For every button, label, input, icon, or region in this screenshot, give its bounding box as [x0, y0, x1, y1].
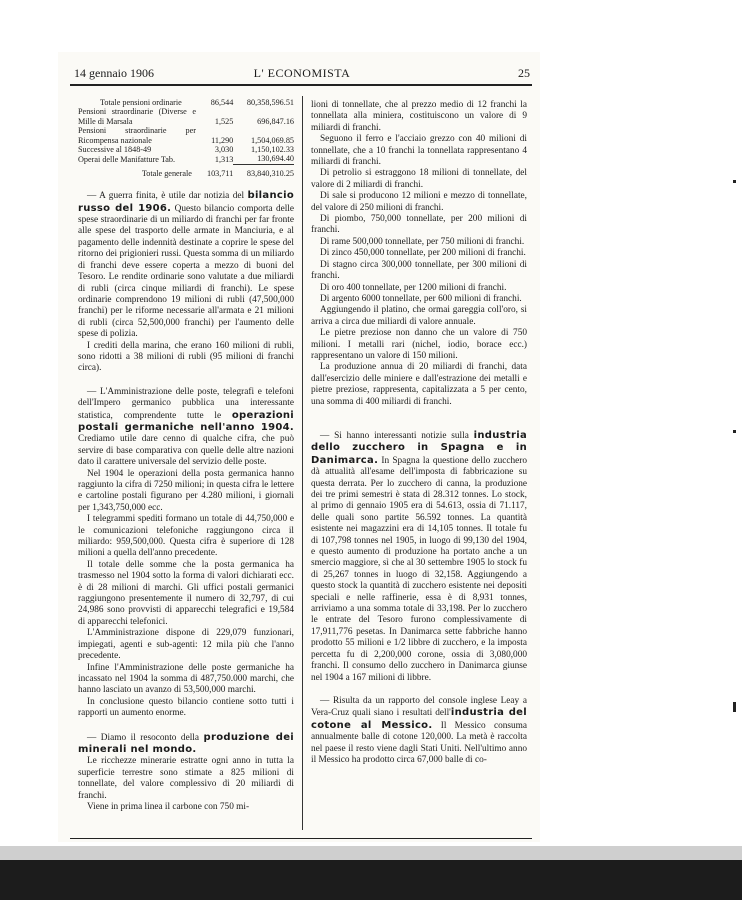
- row-amount: 80,358,596.51: [246, 98, 294, 107]
- paragraph: Seguono il ferro e l'acciaio grezzo con 40 milioni di tonnellate, che a 10 franchi la tonnellata rappresentano 4 miliardi di franchi.: [311, 134, 527, 168]
- paragraph: Le ricchezze minerarie estratte ogni anno in tutta la superficie terrestre sono stimate a 825 milioni di tonnellate, del valore complessivo di 20 miliardi di franchi.: [78, 756, 294, 801]
- article-cotton: — Risulta da un rapporto del console inglese Leay a Vera-Cruz quali siano i resultati dell'industria del cotone al Messico. Il Messico consuma annualmente balle di cotone 120,000. La metà è raccolta nel paese il resto viene dagli Stati Uniti. Nell'ultimo anno il Messico ha prodotto circa 67,000 balle di co-: [311, 695, 527, 765]
- article-sugar: — Si hanno interessanti notizie sulla industria dello zucchero in Spagna e in Danimarca. In Spagna la questione dello zucchero dà attualità all'esame dell'imposta di fabbricazione su questa derrata. Per lo zucchero di canna, la produzione dei tre primi semestri è stata di 28.312 tonnes. Lo stock, al primo di gennaio 1905 era di 54.613, ossia di 71.117, delle quali sono partite 56.592 tonnes. La quantità esistente nei magazzini era di 14,105 tonnes. Il totale fu di 107,798 tonnes nel 1905, in luogo di 99,130 del 1904, e questo aumento di produzione ha portato anche a un smercio maggiore, sì che al 30 settembre 1905 lo stock fu di 25,267 tonnes in luogo di 32,158. Aggiungendo a questo stock la quantità di zucchero esistente nei depositi speciali e nelle raffinerie, essa è di 8,931 tonnes, arriviamo a una somma totale di 33,198. Per lo zucchero le entrate del Tesoro furono complessivamente di 17,911,776 pesetas. In Danimarca sette fabbriche hanno prodotto 55 milioni e 1/2 libbre di zucchero, e la imposta percetta fu di 2,200,000 corone, ossia di 3,080,000 franchi. Il consumo dello zucchero in Danimarca giunse nel 1904 a 167 milioni di libbre.: [311, 429, 528, 683]
- row-label: Totale pensioni ordinarie: [100, 98, 182, 107]
- row-amount: 1,150,102.33: [251, 145, 294, 155]
- article-german-post: — L'Amministrazione delle poste, telegrafi e telefoni dell'Impero germanico pubblica una interessante statistica, comprendente tutte le operazioni postali germaniche nell'anno 1904. Crediamo utile dare cenno di qualche cifra, che può servire di base comparativa con quelle delle altre nazioni dato il carattere universale del servizio delle poste.: [78, 386, 295, 468]
- paragraph: Di argento 6000 tonnellate, per 600 milioni di franchi.: [320, 293, 522, 304]
- scan-edge-gray: [0, 846, 742, 860]
- paragraph: I telegrammi spediti formano un totale di 44,750,000 e le comunicazioni telefoniche raggiungono circa il miliardo: 959,500,000. Questa cifra è superiore di 128 milioni a quella dell'anno precedente.: [78, 514, 294, 559]
- paragraph: Il totale delle somme che la posta germanica ha trasmesso nel 1904 sotto la forma di valori dichiarati ecc. è di 28 milioni di marchi. Gli uffici postali germanici raggiungono presentemente il numero di 32,797, di cui 24,986 sono provvisti di apparecchi telegrafici e 19,584 di apparecchi telefonici.: [78, 559, 294, 627]
- paragraph: Viene in prima linea il carbone con 750 mi-: [87, 801, 250, 812]
- paragraph: Di stagno circa 300,000 tonnellate, per 300 milioni di franchi.: [311, 259, 527, 282]
- row-label: Pensioni straordinarie (Diverse e Mille di Marsala: [78, 107, 196, 126]
- paragraph: L'Amministrazione dispone di 229,079 funzionari, impiegati, agenti e sub-agenti: 12 mila più che l'anno precedente.: [78, 628, 294, 662]
- scan-speck: [733, 430, 736, 433]
- header-date: 14 gennaio 1906: [74, 66, 154, 80]
- page-header: [74, 60, 530, 82]
- header-rule: [70, 84, 532, 86]
- column-divider: [302, 96, 303, 830]
- scan-speck: [733, 702, 736, 712]
- row-count: 11,290: [211, 135, 234, 145]
- row-amount: 696,847.16: [257, 116, 294, 126]
- right-column: [311, 100, 527, 766]
- table-row: [78, 107, 294, 126]
- page-number: 25: [518, 66, 530, 80]
- paragraph: Di rame 500,000 tonnellate, per 750 milioni di franchi.: [320, 236, 525, 247]
- row-label: Operai delle Manifatture Tab.: [78, 154, 176, 164]
- paragraph: Aggiungendo il platino, che ormai gareggia coll'oro, si arriva a circa due miliardi di valore annuale.: [311, 305, 527, 327]
- table-row: [78, 126, 294, 145]
- article-russian-budget: — A guerra finita, è utile dar notizia del bilancio russo del 1906. Questo bilancio comporta delle spese straordinarie di un miliardo di franchi per far fronte alle spese del trasporto delle armate in Manciuria, e al pagamento delle indennità destinate a coprire le spese del ritorno dei prigionieri russi. Questa somma di un miliardo di franchi deve essere coperta a mezzo di buoni del Tesoro. Le rendite ordinarie sono valutate a due miliardi di rubli (circa cinque miliardi di franchi). Le spese ordinarie comprendono 19 milioni di rubli (47,500,000 franchi) per le riforme necessarie all'armata e 21 milioni di rubli (circa 52,500,000 franchi) per l'aumento delle spese di polizia.: [78, 190, 295, 340]
- paragraph: I crediti della marina, che erano 160 milioni di rubli, sono ridotti a 38 milioni di rubli (95 milioni di franchi circa).: [78, 340, 294, 374]
- table-total-row: [78, 164, 294, 178]
- article-minerals: — Diamo il resoconto della produzione dei minerali nel mondo.: [78, 731, 295, 755]
- paragraph: Di petrolio si estraggono 18 milioni di tonnellate, del valore di 2 miliardi di franchi.: [311, 168, 527, 190]
- footer-rule: [70, 838, 532, 839]
- row-label: Successive al 1848-49: [78, 145, 152, 155]
- header-title: L' ECONOMISTA: [253, 66, 351, 80]
- paragraph: Di zinco 450,000 tonnellate, per 200 milioni di franchi.: [320, 248, 526, 259]
- total-count: 103,711: [206, 168, 234, 178]
- row-count: 1,525: [214, 116, 234, 126]
- headline-russian-budget: bilancio russo del 1906.: [78, 190, 294, 214]
- paragraph: Infine l'Amministrazione delle poste germaniche ha incassato nel 1904 la somma di 487,750.000 marchi, che hanno lasciato un avanzo di 53,500,000 marchi.: [78, 662, 294, 696]
- paragraph: Di piombo, 750,000 tonnellate, per 200 milioni di franchi.: [311, 214, 527, 236]
- total-amount: 83,840,310.25: [246, 168, 294, 178]
- scan-edge-dark: [0, 860, 742, 900]
- table-row: [78, 154, 294, 164]
- row-amount: 130,694.40: [233, 154, 294, 164]
- scan-speck: [733, 180, 736, 183]
- headline-minerals: produzione dei minerali nel mondo.: [78, 731, 295, 755]
- row-label: Pensioni straordinarie per Ricompensa nazionale: [78, 126, 196, 145]
- left-column: [78, 98, 294, 813]
- headline-cotton: industria del cotone al Messico.: [311, 707, 527, 731]
- headline-german-post: operazioni postali germaniche nell'anno 1904.: [78, 409, 295, 433]
- headline-sugar: industria dello zucchero in Spagna e in Danimarca.: [311, 429, 527, 466]
- total-label: Totale generale: [141, 168, 192, 178]
- paragraph: Nel 1904 le operazioni della posta germanica hanno raggiunto la cifra di 7250 milioni; in questa cifra le lettere e cartoline postali figurano per 4.280 milioni, i giornali per 1,343,750,000 ecc.: [78, 468, 294, 513]
- pension-table: [78, 98, 294, 178]
- row-count: 86,544: [210, 98, 234, 107]
- row-count: 3,030: [214, 145, 234, 155]
- row-amount: 1,504,069.85: [251, 135, 294, 145]
- paragraph: Le pietre preziose non danno che un valore di 750 milioni. I metalli rari (nichel, iodio, borace ecc.) rappresentano un valore di 150 milioni.: [311, 328, 527, 361]
- paragraph: Di sale si producono 12 milioni e mezzo di tonnellate, del valore di 250 milioni di franchi.: [311, 191, 527, 213]
- paragraph: Di oro 400 tonnellate, per 1200 milioni di franchi.: [320, 282, 507, 293]
- paragraph: lioni di tonnellate, che al prezzo medio di 12 franchi la tonnellata alla miniera, costituiscono un valore di 9 miliardi di franchi.: [311, 100, 527, 133]
- table-row: [78, 145, 294, 154]
- paragraph: In conclusione questo bilancio contiene sotto tutti i rapporti un aumento enorme.: [78, 696, 294, 719]
- row-count: 1,313: [214, 154, 234, 164]
- paragraph: La produzione annua di 20 miliardi di franchi, data dall'esercizio delle miniere e dall'estrazione dei metalli e pietre preziose, rappresenta, capitalizzata a 5 per cento, una somma di 400 miliardi di franchi.: [311, 362, 527, 407]
- table-row: [78, 98, 294, 107]
